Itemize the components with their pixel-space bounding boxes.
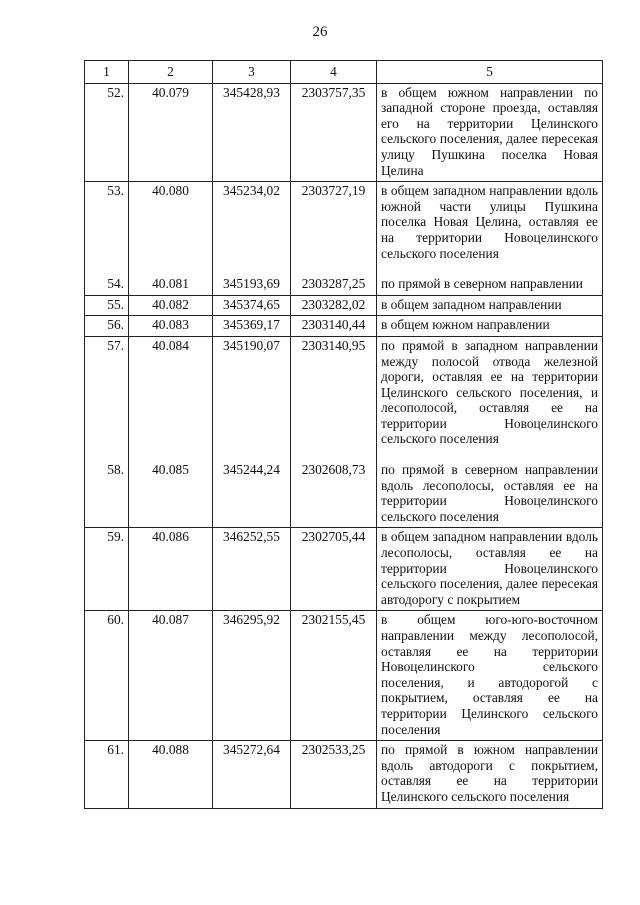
table-row [85, 295, 603, 316]
table-row [85, 611, 603, 741]
column-header: 5 [377, 61, 603, 84]
boundary-description: в общем южном направлении [377, 316, 603, 337]
boundary-description: в общем юго-юго-восточном направлении между лесополосой, оставляя ее на территории Новоцелинского сельского поселения, и автодорогой с покрытием, оставляя ее на территории Целинского сельского поселения [377, 611, 603, 741]
row-number: 55. [85, 295, 129, 316]
row-number: 58. [85, 450, 129, 528]
row-number: 60. [85, 611, 129, 741]
boundary-description: в общем южном направлении по западной стороне проезда, оставляя его на территории Целинского сельского поселения, далее пересекая улицу Пушкина поселка Новая Целина [377, 83, 603, 182]
point-id: 40.082 [129, 295, 213, 316]
table-row [85, 182, 603, 264]
coordinate-y: 2303287,25 [291, 264, 377, 295]
coordinate-x: 345272,64 [213, 741, 291, 808]
coordinate-y: 2303140,44 [291, 316, 377, 337]
row-number: 56. [85, 316, 129, 337]
point-id: 40.079 [129, 83, 213, 182]
column-header: 3 [213, 61, 291, 84]
point-id: 40.081 [129, 264, 213, 295]
point-id: 40.088 [129, 741, 213, 808]
coordinate-x: 345374,65 [213, 295, 291, 316]
coordinate-y: 2302155,45 [291, 611, 377, 741]
coordinate-x: 346252,55 [213, 528, 291, 611]
coordinate-y: 2302608,73 [291, 450, 377, 528]
table-row [85, 264, 603, 295]
coordinate-x: 345244,24 [213, 450, 291, 528]
coordinate-x: 345193,69 [213, 264, 291, 295]
boundary-description: в общем западном направлении вдоль лесополосы, оставляя ее на территории Новоцелинского сельского поселения, далее пересекая автодорогу с покрытием [377, 528, 603, 611]
coordinate-x: 345428,93 [213, 83, 291, 182]
point-id: 40.087 [129, 611, 213, 741]
coordinate-x: 345190,07 [213, 336, 291, 450]
row-number: 54. [85, 264, 129, 295]
table-row [85, 450, 603, 528]
row-number: 52. [85, 83, 129, 182]
coordinate-y: 2302705,44 [291, 528, 377, 611]
boundary-description: по прямой в северном направлении [377, 264, 603, 295]
point-id: 40.083 [129, 316, 213, 337]
table-row [85, 741, 603, 808]
table-header-row [85, 61, 603, 84]
row-number: 61. [85, 741, 129, 808]
boundary-description: по прямой в западном направлении между полосой отвода железной дороги, оставляя ее на территории Целинского сельского поселения, и лесополосой, оставляя ее на территории Новоцелинского сельского поселения [377, 336, 603, 450]
coordinate-y: 2303757,35 [291, 83, 377, 182]
point-id: 40.084 [129, 336, 213, 450]
boundary-points-table [84, 60, 603, 809]
row-number: 57. [85, 336, 129, 450]
coordinate-y: 2303282,02 [291, 295, 377, 316]
boundary-description: по прямой в южном направлении вдоль автодороги с покрытием, оставляя ее на территории Целинского сельского поселения [377, 741, 603, 808]
table-row [85, 316, 603, 337]
coordinate-y: 2303727,19 [291, 182, 377, 264]
boundary-description: по прямой в северном направлении вдоль лесополосы, оставляя ее на территории Новоцелинского сельского поселения [377, 450, 603, 528]
coordinate-x: 346295,92 [213, 611, 291, 741]
row-number: 59. [85, 528, 129, 611]
coordinate-y: 2303140,95 [291, 336, 377, 450]
table-row [85, 83, 603, 182]
boundary-description: в общем западном направлении вдоль южной части улицы Пушкина поселка Новая Целина, оставляя ее на территории Новоцелинского сельского поселения [377, 182, 603, 264]
column-header: 4 [291, 61, 377, 84]
coordinate-x: 345234,02 [213, 182, 291, 264]
boundary-description: в общем западном направлении [377, 295, 603, 316]
page-number: 26 [312, 24, 328, 40]
table-row [85, 336, 603, 450]
point-id: 40.086 [129, 528, 213, 611]
coordinate-y: 2302533,25 [291, 741, 377, 808]
point-id: 40.085 [129, 450, 213, 528]
coordinate-x: 345369,17 [213, 316, 291, 337]
row-number: 53. [85, 182, 129, 264]
table-row [85, 528, 603, 611]
column-header: 1 [85, 61, 129, 84]
point-id: 40.080 [129, 182, 213, 264]
column-header: 2 [129, 61, 213, 84]
